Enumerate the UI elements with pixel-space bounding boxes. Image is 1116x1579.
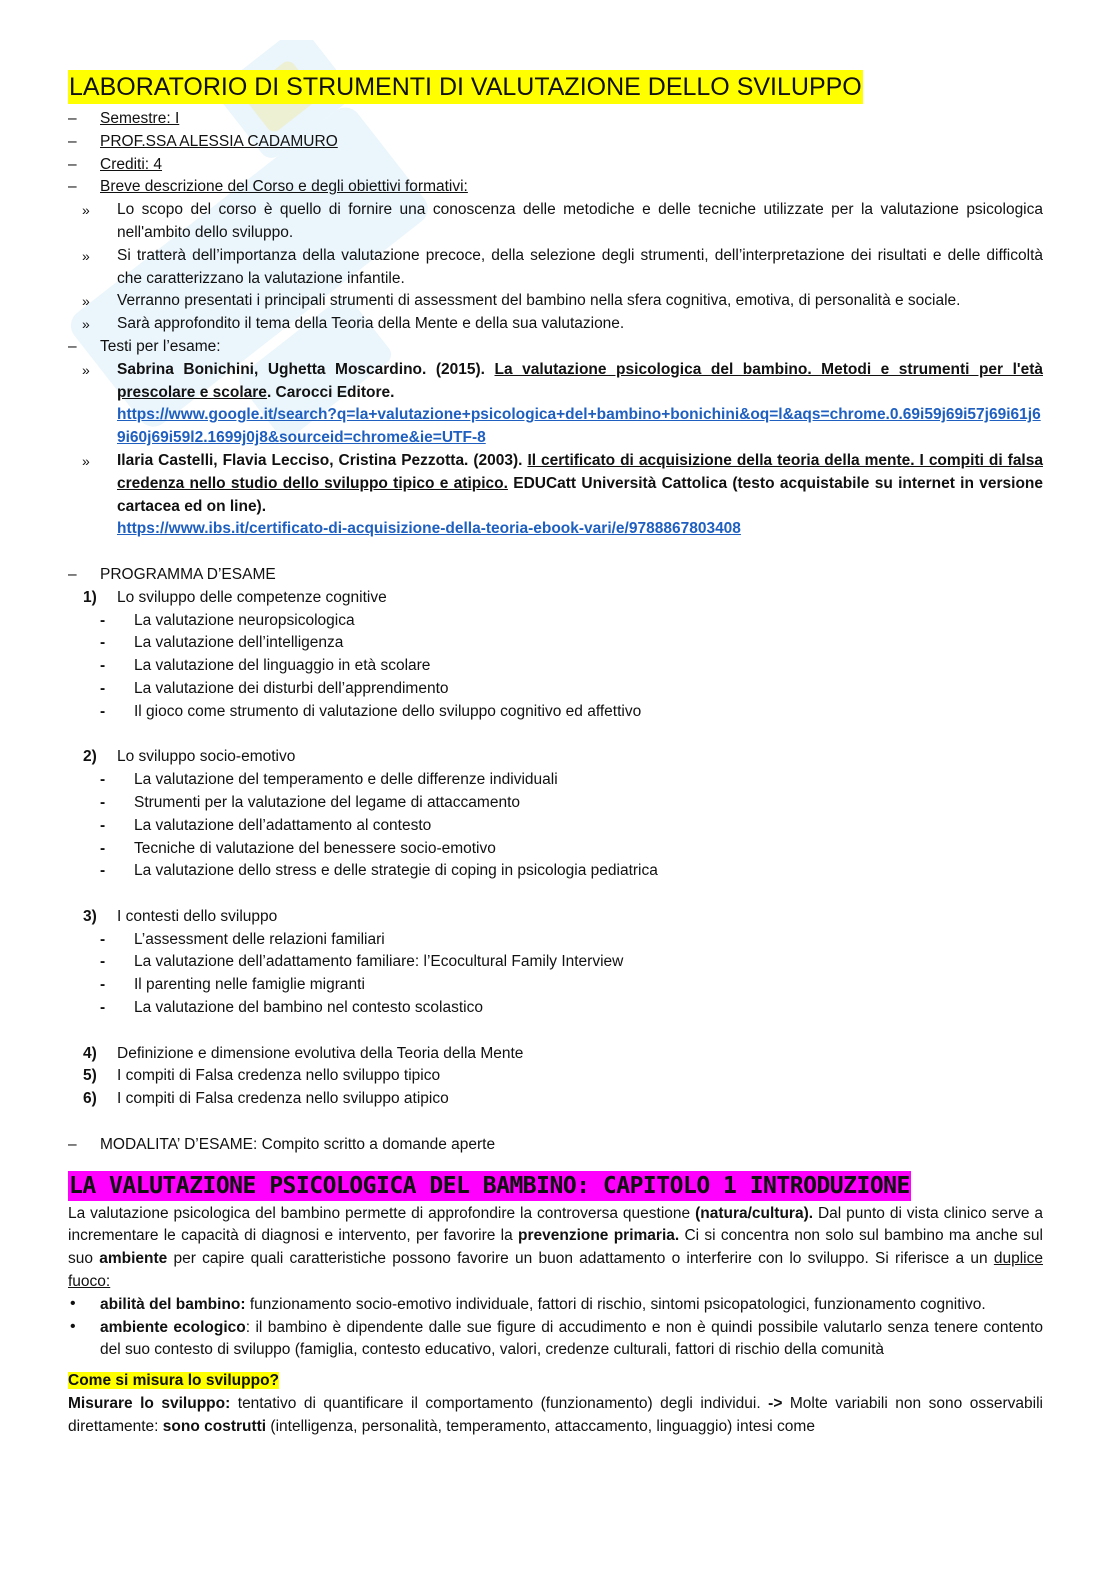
list-item: - Strumenti per la valutazione del legame di attaccamento: [100, 793, 520, 811]
list-item: » Lo scopo del corso è quello di fornire una conoscenza delle metodiche e delle tecniche utilizzate per la valutazione psicologica nell'ambito dello sviluppo.: [82, 201, 1043, 241]
programma-heading: – PROGRAMMA D’ESAME: [68, 565, 276, 583]
list-item: • ambiente ecologico: il bambino è dipendente dalle sue figure di accudimento e non è quindi possibile valutarlo senza tenere contento del suo contesto di sviluppo (famiglia, contesto educativo, valori, credenze culturali, fattori di rischio della comunità: [70, 1317, 1043, 1359]
info-crediti: – Crediti: 4: [68, 155, 163, 173]
book-authors: Sabrina Bonichini, Ughetta Moscardino. (2015).: [117, 360, 485, 378]
list-item: - L’assessment delle relazioni familiari: [100, 930, 385, 948]
list-item: - Il gioco come strumento di valutazione dello sviluppo cognitivo ed affettivo: [100, 702, 642, 720]
programma-section-2: 2) Lo sviluppo socio-emotivo: [83, 748, 296, 766]
chapter-intro-paragraph: La valutazione psicologica del bambino permette di approfondire la controversa questione (natura/cultura). Dal punto di vista clinico serve a incrementare le capacità di diagnosi e intervento, per favorire la prevenzione primaria. Ci si concentra non solo sul bambino ma anche sul suo ambiente per capire quali caratteristiche possono favorire un buon adattamento o interferire con lo sviluppo. Si riferisce a un duplice fuoco:: [68, 1204, 1044, 1291]
texts-heading: – Testi per l’esame:: [68, 337, 221, 355]
exam-mode: – MODALITA’ D’ESAME: Compito scritto a domande aperte: [68, 1135, 496, 1153]
book-title: Il certificato di acquisizione della teoria della mente. I compiti di falsa credenza nello studio dello sviluppo tipico e atipico.: [117, 451, 1043, 492]
section-question: Come si misura lo sviluppo?: [68, 1372, 280, 1390]
info-semestre: – Semestre: I: [68, 110, 180, 127]
book-entry: » Sabrina Bonichini, Ughetta Moscardino. (2015). La valutazione psicologica del bambino. Metodi e strumenti per l'età prescolare e scolare. Carocci Editore. https://www.google.it/search?q=la+valutazione+psicologica+del+bambino+bonichini&oq=l&aqs=chrome.0.69i59j69i57j69i61j69i60j69i59l2.1699j0j8&sourceid=chrome&ie=UTF-8: [82, 360, 1043, 447]
list-item: » Verranno presentati i principali strumenti di assessment del bambino nella sfera cognitiva, emotiva, di personalità e sociale.: [82, 292, 961, 310]
book-title: La valutazione psicologica del bambino. Metodi e strumenti per l'età prescolare e scolare: [117, 360, 1043, 401]
list-item: » Si tratterà dell’importanza della valutazione precoce, della selezione degli strumenti, dell’interpretazione dei risultati e delle difficoltà che caratterizzano la valutazione infantile.: [82, 246, 1043, 287]
list-item: • abilità del bambino: funzionamento socio-emotivo individuale, fattori di rischio, sintomi psicopatologici, funzionamento cognitivo.: [70, 1294, 986, 1313]
book-entry: » Ilaria Castelli, Flavia Lecciso, Cristina Pezzotta. (2003). Il certificato di acquisizione della teoria della mente. I compiti di falsa credenza nello studio dello sviluppo tipico e atipico. EDUCatt Università Cattolica (testo acquistabile su internet in versione cartacea ed on line). https://www.ibs.it/certificato-di-acquisizione-della-teoria-ebook-vari/e/9788867803408: [82, 451, 1043, 538]
programma-section-1: 1) Lo sviluppo delle competenze cognitive: [83, 588, 387, 606]
info-professor: – PROF.SSA ALESSIA CADAMURO: [68, 132, 338, 150]
list-item: - La valutazione neuropsicologica: [100, 611, 355, 629]
list-item: - Il parenting nelle famiglie migranti: [100, 976, 365, 994]
list-item: - La valutazione del bambino nel contesto scolastico: [100, 999, 483, 1017]
book-link[interactable]: https://www.ibs.it/certificato-di-acquisizione-della-teoria-ebook-vari/e/9788867803408: [117, 520, 741, 538]
list-item: - La valutazione del linguaggio in età scolare: [100, 657, 431, 675]
book-publisher: . Carocci Editore.: [266, 383, 395, 401]
book-authors: Ilaria Castelli, Flavia Lecciso, Cristina Pezzotta. (2003).: [117, 451, 523, 469]
programma-section-3: 3) I contesti dello sviluppo: [83, 907, 278, 925]
list-item: - La valutazione dell’adattamento familiare: l’Ecocultural Family Interview: [100, 953, 624, 971]
list-item: - La valutazione dell’adattamento al contesto: [100, 816, 432, 834]
document-content: [68, 70, 1043, 1439]
list-item: - Tecniche di valutazione del benessere socio-emotivo: [100, 839, 496, 857]
book-link[interactable]: https://www.google.it/search?q=la+valutazione+psicologica+del+bambino+bonichini&oq=l&aqs=chrome.0.69i59j69i57j69i61j69i60j69i59l2.1699j0j8&sourceid=chrome&ie=UTF-8: [117, 406, 1041, 447]
list-item: - La valutazione del temperamento e delle differenze individuali: [100, 771, 558, 789]
list-item: - La valutazione dei disturbi dell’apprendimento: [100, 679, 449, 697]
list-item: - La valutazione dello stress e delle strategie di coping in psicologia pediatrica: [100, 862, 658, 880]
list-item: » Sarà approfondito il tema della Teoria della Mente e della sua valutazione.: [82, 315, 625, 333]
measurement-paragraph: Misurare lo sviluppo: tentativo di quantificare il comportamento (funzionamento) degli individui. -> Molte variabili non sono osservabili direttamente: sono costrutti (intelligenza, personalità, temperamento, attaccamento, linguaggio) intesi come: [68, 1395, 1043, 1435]
book-publisher: EDUCatt Università Cattolica (testo acquistabile su internet in versione cartacea ed on line).: [117, 474, 1043, 515]
description-heading: – Breve descrizione del Corso e degli obiettivi formativi:: [68, 178, 468, 196]
programma-section-4: 4) Definizione e dimensione evolutiva della Teoria della Mente: [83, 1044, 524, 1062]
programma-section-5: 5) I compiti di Falsa credenza nello sviluppo tipico: [83, 1067, 441, 1085]
programma-section-6: 6) I compiti di Falsa credenza nello sviluppo atipico: [83, 1090, 449, 1108]
document-title: LABORATORIO DI STRUMENTI DI VALUTAZIONE DELLO SVILUPPO: [68, 70, 863, 104]
list-item: - La valutazione dell’intelligenza: [100, 634, 344, 652]
chapter-title: LA VALUTAZIONE PSICOLOGICA DEL BAMBINO: CAPITOLO 1 INTRODUZIONE: [69, 1172, 910, 1199]
